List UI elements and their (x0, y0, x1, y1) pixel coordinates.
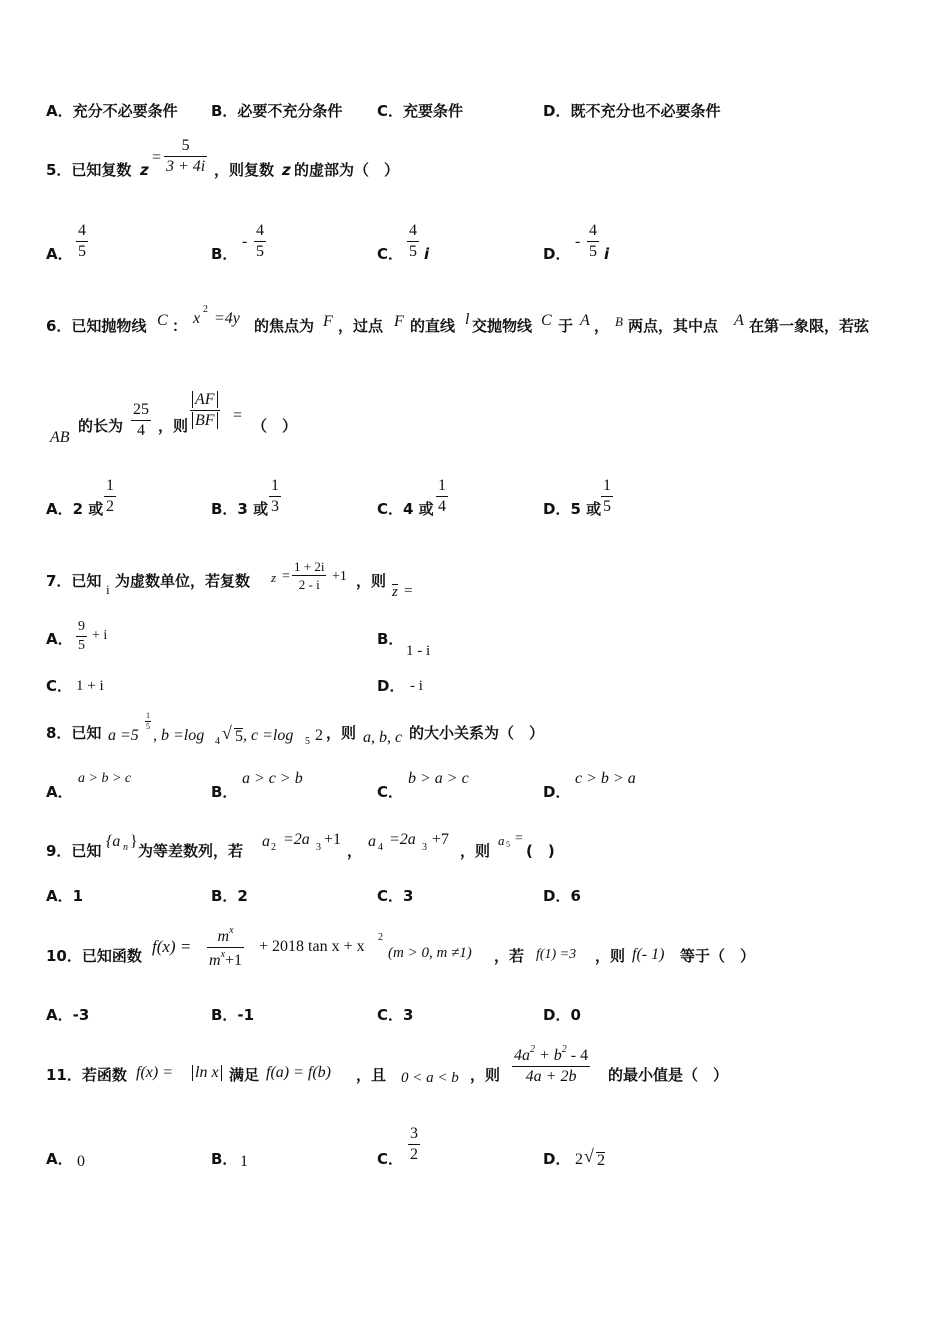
q8-b-expr: , b =log (153, 727, 205, 744)
q6-option-b-label[interactable]: B．3 或 (211, 500, 269, 518)
q9-seq-n: n (123, 842, 128, 853)
q11-d-rad: 2 (597, 1152, 605, 1169)
q7-a-num: 9 (78, 619, 85, 634)
q4-option-a[interactable]: A．充分不必要条件 (46, 102, 178, 120)
q5-frac-num: 5 (181, 137, 190, 154)
q8-exp-num: 1 (146, 711, 150, 720)
q5-b-den: 5 (256, 243, 264, 260)
q10-option-d[interactable]: D．0 (543, 1006, 581, 1024)
q6-AB: AB (50, 429, 70, 446)
q9-t2: ，则 (460, 842, 491, 860)
q11-c-num: 3 (410, 1125, 418, 1142)
q5-lead: 5．已知复数 (46, 161, 132, 179)
q9-t1: 为等差数列，若 (138, 842, 244, 860)
q11-frac-num (512, 1045, 590, 1066)
q8-option-a-label[interactable]: A． (46, 783, 73, 801)
q5-option-c-label[interactable]: C． (377, 245, 404, 263)
q7-plus1: +1 (332, 569, 347, 584)
q8-option-d-val: c > b > a (575, 770, 636, 787)
q10-den-m: m (209, 952, 221, 969)
q6-C2: C (541, 312, 552, 329)
q6-F: F (323, 313, 333, 330)
q9-option-b[interactable]: B．2 (211, 887, 248, 905)
q8-sub5: 5 (305, 736, 310, 747)
q5-d-num: 4 (589, 222, 597, 239)
q5-b-minus: - (242, 233, 248, 250)
q8-a-expr: a =5 (108, 727, 139, 744)
q11-ln: ln x (192, 1065, 222, 1081)
q5-c-den: 5 (409, 243, 417, 260)
q6-d-den: 5 (603, 498, 611, 515)
q8-option-c-val: b > a > c (408, 770, 469, 787)
q6-length-frac (131, 402, 151, 439)
q6-t2: ，过点 (338, 317, 384, 335)
q11-a-val: 0 (77, 1153, 85, 1170)
q9-option-a[interactable]: A．1 (46, 887, 84, 905)
q6-t5: 于 (558, 317, 574, 335)
q6-A2: A (734, 312, 744, 329)
q10-frac-den (207, 948, 244, 969)
q6-t3: 的直线 (410, 317, 456, 335)
q4-option-b[interactable]: B．必要不充分条件 (211, 102, 343, 120)
q9-eq1-b: =2a (283, 831, 310, 848)
q7-eq-tail: = (404, 583, 413, 599)
q5-var2: z (282, 161, 291, 179)
q5-a-den: 5 (78, 243, 86, 260)
q7-zbar: z (392, 584, 398, 600)
q5-option-a-frac (76, 223, 88, 260)
q8-exp-den: 5 (146, 722, 150, 731)
q10-fraction (207, 926, 244, 969)
q9-s2: 2 (271, 842, 276, 853)
q10-f1: f(1) =3 (536, 947, 577, 962)
q5-frac-den: 3 + 4i (166, 158, 206, 175)
q9-s4: 4 (378, 842, 383, 853)
q11-num-sq2: 2 (561, 1044, 567, 1055)
q9-s5: 5 (506, 840, 510, 849)
q11-t1: 满足 (229, 1066, 260, 1084)
q5-mid: ，则复数 (214, 161, 275, 179)
q10-den-tail: +1 (225, 952, 243, 969)
q6-B: B (615, 314, 623, 329)
q11-option-a-label[interactable]: A． (46, 1150, 73, 1168)
q9-a5: a (498, 833, 505, 848)
q5-option-d-label[interactable]: D． (543, 245, 571, 263)
q7-frac-den: 2 - i (298, 577, 320, 592)
q6-a-den: 2 (106, 498, 114, 515)
q6-paren: （ ） (252, 417, 298, 435)
q6-t4: 交抛物线 (472, 317, 533, 335)
q4-option-c[interactable]: C．充要条件 (377, 102, 464, 120)
q10-cond: (m > 0, m ≠1) (388, 945, 472, 961)
q7-lead: 7．已知 (46, 572, 102, 590)
q11-num-b: + b (539, 1047, 562, 1064)
q8-two: 2 (315, 727, 323, 744)
q6-t9: ，则 (158, 417, 189, 435)
q5-eq: = (152, 149, 162, 166)
q5-option-c-frac (407, 223, 419, 260)
q8-t1: ，则 (326, 724, 357, 742)
q6-BF: BF (192, 412, 218, 429)
q10-option-a[interactable]: A．-3 (46, 1006, 90, 1024)
q7-frac-num: 1 + 2i (294, 559, 325, 574)
q6-eq-tail: = (233, 407, 243, 424)
q6-t7: 在第一象限，若弦 (749, 317, 870, 335)
q6-option-d-label[interactable]: D．5 或 (543, 500, 602, 518)
q7-i: i (106, 582, 110, 597)
q9-eq2-b: =2a (389, 831, 416, 848)
q7-d-val: - i (410, 678, 423, 694)
q5-option-d-frac (587, 223, 599, 260)
q8-option-d-label[interactable]: D． (543, 783, 571, 801)
q7-eq: = (282, 569, 290, 584)
q11-num-sq: 2 (530, 1044, 535, 1055)
q6-d-num: 1 (603, 477, 611, 494)
q6-c-num: 1 (438, 477, 446, 494)
q9-eq1-a: a (262, 833, 270, 850)
q10-frac-num (216, 926, 236, 947)
q11-b-val: 1 (240, 1153, 248, 1170)
q9-option-d[interactable]: D．6 (543, 887, 581, 905)
q10-fm1: f(- 1) (632, 946, 665, 963)
q10-option-b[interactable]: B．-1 (211, 1006, 255, 1024)
q11-c-den: 2 (410, 1146, 418, 1163)
q6-t1: 的焦点为 (254, 317, 315, 335)
q6-c-den: 4 (438, 498, 446, 515)
q9-seq-close: } (130, 833, 138, 850)
q9-eq3: = (515, 831, 523, 846)
q11-d-coef: 2 (575, 1151, 583, 1168)
q11-lead: 11．若函数 (46, 1066, 127, 1084)
q6-option-a-frac (104, 478, 116, 515)
q10-sq: 2 (378, 932, 383, 943)
q7-fraction (292, 560, 326, 591)
q11-fab: f(a) = f(b) (266, 1064, 331, 1081)
q4-option-d[interactable]: D．既不充分也不必要条件 (543, 102, 721, 120)
q11-option-c-label[interactable]: C． (377, 1150, 404, 1168)
q6-F2: F (394, 313, 404, 330)
q6-AF: AF (192, 391, 218, 408)
q7-option-c-label[interactable]: C． (46, 677, 73, 695)
q11-ineq: 0 < a < b (401, 1070, 459, 1086)
q6-option-b-frac (269, 478, 281, 515)
q8-option-c-label[interactable]: C． (377, 783, 404, 801)
q10-t2: ，则 (595, 947, 626, 965)
q11-t2: ，且 (356, 1066, 387, 1084)
q9-s3b: 3 (422, 842, 427, 853)
q6-b-num: 1 (271, 477, 279, 494)
q6-b-den: 3 (271, 498, 279, 515)
q8-option-b-label[interactable]: B． (211, 783, 238, 801)
q7-t1: 为虚数单位，若复数 (115, 572, 251, 590)
q10-option-c[interactable]: C．3 (377, 1006, 414, 1024)
q6-lead: 6．已知抛物线 (46, 317, 147, 335)
q10-fx: f(x) = (152, 937, 192, 956)
q9-comma: ， (347, 842, 363, 860)
q7-c-val: 1 + i (76, 678, 104, 694)
q6-colon: ： (172, 317, 188, 335)
q6-a-num: 1 (106, 477, 114, 494)
q6-C: C (157, 312, 168, 329)
q8-lead: 8．已知 (46, 724, 102, 742)
q7-option-a-frac (76, 620, 87, 653)
q6-option-c-label[interactable]: C．4 或 (377, 500, 434, 518)
q11-option-c-frac (408, 1126, 420, 1163)
q9-s3: 3 (316, 842, 321, 853)
q7-option-a-label[interactable]: A． (46, 630, 73, 648)
q5-var: z (140, 161, 149, 179)
q5-d-den: 5 (589, 243, 597, 260)
q10-num-exp: x (229, 925, 234, 936)
q5-option-b-label[interactable]: B． (211, 245, 238, 263)
q6-comma: ， (594, 317, 610, 335)
q9-option-c[interactable]: C．3 (377, 887, 414, 905)
q6-x: x (193, 310, 201, 327)
q8-option-a-val: a > b > c (78, 771, 132, 786)
q8-exp-frac (145, 712, 151, 731)
q6-eq4y: =4y (214, 310, 240, 327)
q10-t3: 等于（ ） (680, 947, 756, 965)
q7-t2: ，则 (356, 572, 387, 590)
q11-t4: 的最小值是（ ） (608, 1066, 729, 1084)
q5-d-minus: - (575, 233, 581, 250)
q10-num-m: m (217, 928, 230, 945)
q11-frac-den: 4a + 2b (525, 1068, 577, 1085)
q7-a-den: 5 (78, 638, 85, 653)
q6-A: A (580, 312, 590, 329)
q9-paren: ( ) (526, 842, 555, 860)
q10-t1: ，若 (494, 947, 525, 965)
q5-option-b-frac (254, 223, 266, 260)
q9-eq2-c: +7 (432, 831, 450, 848)
q6-ratio-frac (190, 392, 220, 429)
q9-seq-open: {a (106, 833, 121, 850)
q6-len-num: 25 (133, 401, 149, 418)
q7-z: z (271, 570, 277, 585)
q7-option-d-label[interactable]: D． (377, 677, 405, 695)
q7-a-tail: + i (92, 628, 108, 643)
q11-radical-sign: √ (584, 1146, 594, 1166)
q11-fx: f(x) = (136, 1064, 173, 1081)
q8-t2: 的大小关系为（ ） (409, 724, 545, 742)
q8-radical-sign: √ (222, 723, 232, 743)
q10-mid: + 2018 tan x + x (259, 938, 365, 955)
q6-len-den: 4 (137, 422, 145, 439)
q9-eq2-a: a (368, 833, 376, 850)
q10-lead: 10．已知函数 (46, 947, 142, 965)
q11-fraction (512, 1045, 590, 1085)
q11-num-a: 4a (514, 1047, 530, 1064)
q5-fraction (164, 138, 207, 175)
q7-b-val: 1 - i (406, 643, 431, 659)
q8-sub4: 4 (215, 736, 220, 747)
q6-l: l (465, 311, 470, 328)
q8-option-b-val: a > c > b (242, 770, 303, 787)
q5-c-i: i (424, 245, 430, 263)
q5-d-i: i (604, 245, 610, 263)
q11-t3: ，则 (470, 1066, 501, 1084)
q6-x-exp: 2 (203, 304, 208, 315)
q8-rad5: 5 (235, 728, 243, 745)
q9-lead: 9．已知 (46, 842, 102, 860)
q11-option-d-label[interactable]: D． (543, 1150, 571, 1168)
q5-tail: 的虚部为（ ） (294, 161, 400, 179)
q11-num-c: - 4 (566, 1047, 589, 1064)
q6-t8: 的长为 (78, 417, 124, 435)
q8-vars: a, b, c (363, 729, 403, 746)
q6-option-c-frac (436, 478, 448, 515)
q11-option-b-label[interactable]: B． (211, 1150, 238, 1168)
q5-c-num: 4 (409, 222, 417, 239)
q8-c-expr: , c =log (243, 727, 294, 744)
q5-a-num: 4 (78, 222, 86, 239)
q9-eq1-c: +1 (324, 831, 342, 848)
q6-t6: 两点，其中点 (628, 317, 719, 335)
q7-option-b-label[interactable]: B． (377, 630, 404, 648)
q10-den-exp: x (220, 949, 226, 960)
q6-option-a-label[interactable]: A．2 或 (46, 500, 104, 518)
q5-b-num: 4 (256, 222, 264, 239)
q5-option-a-label[interactable]: A． (46, 245, 73, 263)
q6-option-d-frac (601, 478, 613, 515)
